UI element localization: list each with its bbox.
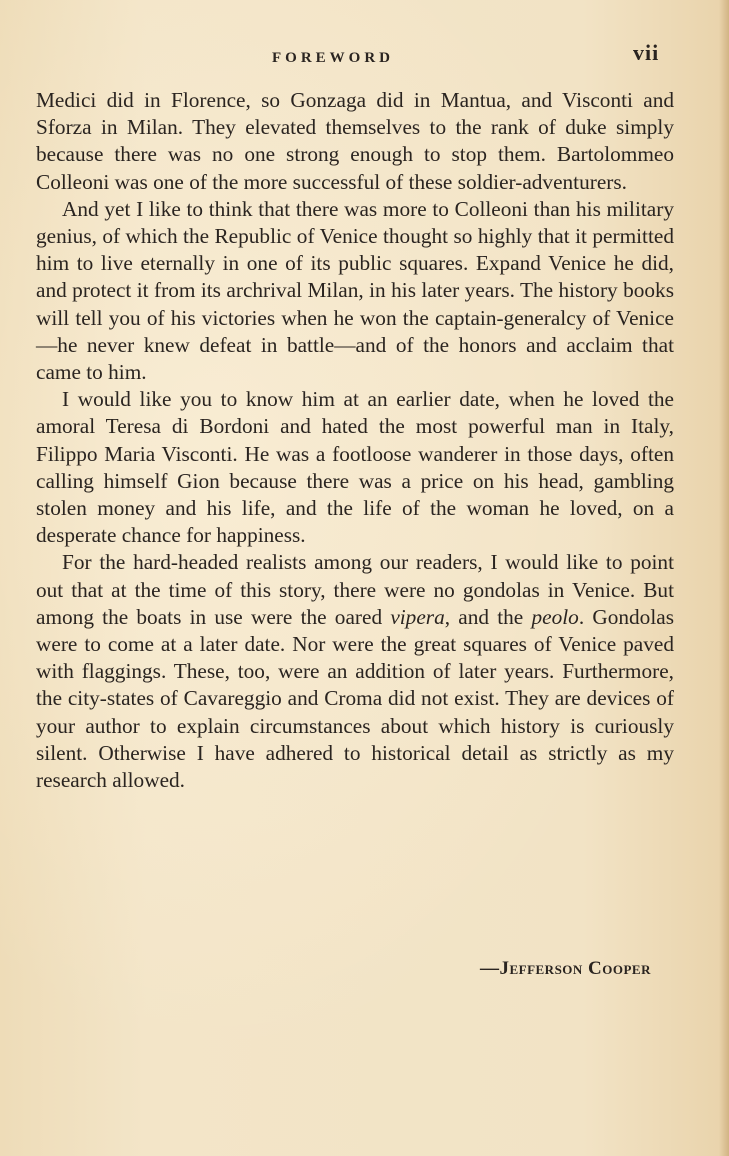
page-number: vii — [633, 40, 660, 65]
paragraph-3: I would like you to know him at an earlier date, when he loved the amoral Teresa di Bordoni and hated the most powerful man in Italy, Filippo Maria Visconti. He was a footloose wanderer in those days, often calling himself Gion because there was a price on his head, gambling stolen money and his life, and the life of the woman he loved, on a desperate chance for happiness. — [36, 387, 674, 548]
paragraph-2: And yet I like to think that there was more to Colleoni than his military genius, of which the Republic of Venice thought so highly that it permitted him to live eternally in one of its public squares. Expand Venice he did, and protect it from its archrival Milan, in his later years. The history books will tell you of his victories when he won the captain-generalcy of Venice—he never knew defeat in battle—and of the honors and acclaim that came to him. — [36, 196, 674, 385]
running-head: FOREWORD — [272, 50, 394, 66]
paragraph-4-part-2: , and the — [444, 604, 532, 629]
paragraph-4-part-1: For the hard-headed realists among our readers, I would like to point out that at the time of this story, there were no gondolas in Venice. But among the boats in use were the oared — [36, 550, 674, 629]
body-text — [36, 87, 674, 794]
paragraph-4 — [36, 549, 674, 794]
peolo-term: peolo — [531, 604, 579, 629]
paragraph-4-part-3: . Gondolas were to come at a later date. Nor were the great squares of Venice paved with flaggings. These, too, were an addition of later years. Furthermore, the city-states of Cavareggio and Croma did not exist. They are devices of your author to explain circumstances about which history is curiously silent. Otherwise I have adhered to historical detail as strictly as my research allowed. — [36, 604, 674, 793]
vipera-term: vipera — [390, 604, 445, 629]
page-edge-shadow — [719, 0, 729, 1156]
paragraph-1: Medici did in Florence, so Gonzaga did in Mantua, and Visconti and Sforza in Milan. They elevated themselves to the rank of duke simply because there was no one strong enough to stop them. Bartolommeo Colleoni was one of the more successful of these soldier-adventurers. — [36, 88, 674, 194]
author-signature: —Jefferson Cooper — [479, 958, 651, 979]
